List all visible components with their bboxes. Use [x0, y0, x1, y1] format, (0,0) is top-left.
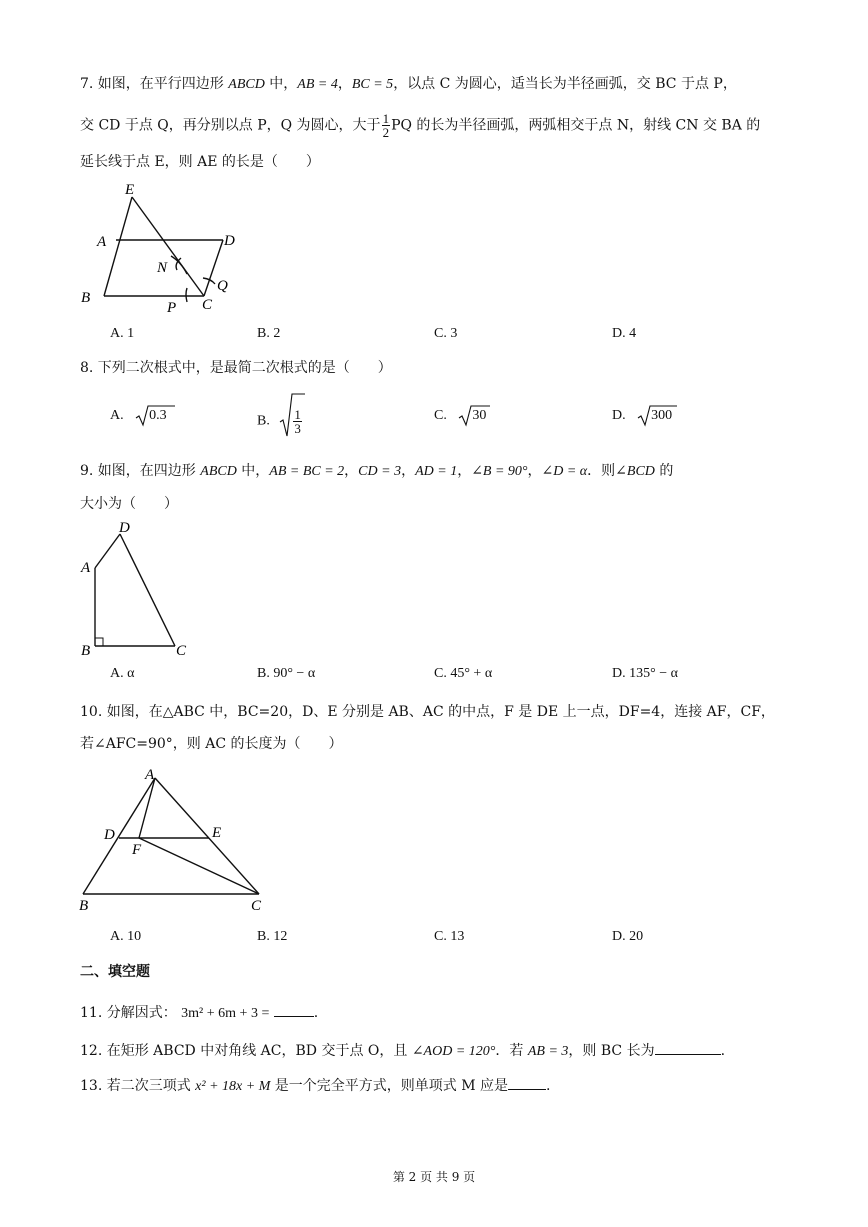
- q8-option-b[interactable]: B. $\frac{1}{3}$: [257, 408, 303, 435]
- sqrt-sign-icon: [135, 404, 175, 428]
- line-FC: [139, 838, 259, 894]
- q9-option-a[interactable]: A. α: [110, 666, 135, 681]
- label-A: A: [81, 560, 91, 576]
- label-B: B: [79, 898, 89, 914]
- q7-option-a[interactable]: A. 1: [110, 326, 135, 341]
- q8-option-a[interactable]: A. 0.3: [110, 408, 167, 424]
- line-EB: [104, 197, 132, 296]
- line-AB: [83, 778, 155, 894]
- q10-option-a[interactable]: A. 10: [110, 929, 142, 944]
- sqrt-sign-icon: [458, 404, 490, 428]
- fraction-one-half: $\frac{1}{2}$: [382, 111, 390, 140]
- label-C: C: [176, 643, 187, 659]
- label-E: E: [125, 182, 135, 198]
- label-F: F: [132, 842, 142, 858]
- q9-line-2: 大小为（ ）: [80, 496, 178, 512]
- q7-figure: [75, 178, 255, 318]
- q13: 13. 若二次三项式 x² + 18x + M 是一个完全平方式，则单项式 M 应是 .: [80, 1075, 551, 1097]
- q9-line-1: 9. 如图，在四边形 ABCD 中，AB = BC = 2，CD = 3，AD = 1，∠B = 90°，∠D = α．则∠BCD 的: [80, 463, 674, 479]
- page-footer: 第 2 页 共 9 页: [392, 1170, 476, 1184]
- sqrt-one-third: $\frac{1}{3}$: [279, 408, 303, 435]
- q10-option-c[interactable]: C. 13: [434, 929, 465, 944]
- q10-option-b[interactable]: B. 12: [257, 929, 288, 944]
- label-E: E: [212, 825, 222, 841]
- q12: 12. 在矩形 ABCD 中对角线 AC，BD 交于点 O，且 ∠AOD = 120°．若 AB = 3，则 BC 长为 .: [80, 1040, 725, 1062]
- sqrt-300: 300: [637, 408, 672, 424]
- arc-P: [186, 288, 187, 302]
- label-Q: Q: [217, 278, 228, 294]
- right-angle-mark: [95, 638, 103, 646]
- label-C: C: [251, 898, 262, 914]
- q9-option-c[interactable]: C. 45° + α: [434, 666, 493, 681]
- line-DC: [120, 534, 175, 646]
- q13-answer-blank[interactable]: [508, 1075, 546, 1090]
- q10-figure: [72, 764, 272, 914]
- sqrt-30: 30: [458, 408, 486, 424]
- q10-line-1: 10. 如图，在△ABC 中，BC=20，D、E 分别是 AB、AC 的中点，F 是 DE 上一点，DF=4，连接 AF，CF，: [80, 704, 775, 720]
- q7-option-c[interactable]: C. 3: [434, 326, 458, 341]
- q8-stem: 8. 下列二次根式中，是最简二次根式的是（ ）: [80, 360, 392, 376]
- sqrt-sign-icon: [279, 392, 305, 438]
- label-A: A: [145, 767, 155, 783]
- line-AD: [95, 534, 120, 568]
- q7-line-2: 交 CD 于点 Q，再分别以点 P，Q 为圆心，大于 $\frac{1}{2}$ PQ 的长为半径画弧，两弧相交于点 N，射线 CN 交 BA 的: [80, 111, 761, 140]
- q10-line-2: 若∠AFC=90°，则 AC 的长度为（ ）: [80, 736, 343, 752]
- label-P: P: [167, 300, 177, 316]
- q7-line-3: 延长线于点 E，则 AE 的长是（ ）: [80, 154, 320, 170]
- q10-option-d[interactable]: D. 20: [612, 929, 644, 944]
- label-D: D: [119, 520, 130, 536]
- sqrt-0.3: 0.3: [135, 408, 167, 424]
- label-D: D: [104, 827, 115, 843]
- q7-option-d[interactable]: D. 4: [612, 326, 637, 341]
- q8-option-c[interactable]: C. 30: [434, 408, 486, 424]
- label-C: C: [202, 297, 213, 313]
- q11-answer-blank[interactable]: [274, 1002, 314, 1017]
- q9-option-d[interactable]: D. 135° − α: [612, 666, 678, 681]
- section-title-fill-in: 二、填空题: [80, 964, 150, 980]
- q7-option-b[interactable]: B. 2: [257, 326, 281, 341]
- line-AC: [155, 778, 259, 894]
- label-B: B: [81, 290, 91, 306]
- q8-option-d[interactable]: D. 300: [612, 408, 672, 424]
- label-N: N: [157, 260, 168, 276]
- label-A: A: [97, 234, 107, 250]
- label-D: D: [224, 233, 235, 249]
- line-AF: [139, 778, 155, 838]
- label-B: B: [81, 643, 91, 659]
- arc-near-N: [171, 256, 187, 274]
- q7-line-1: 7. 如图，在平行四边形 ABCD 中，AB = 4，BC = 5，以点 C 为圆心，适当长为半径画弧，交 BC 于点 P，: [80, 76, 737, 92]
- q9-option-b[interactable]: B. 90° − α: [257, 666, 316, 681]
- sqrt-sign-icon: [637, 404, 677, 428]
- q12-answer-blank[interactable]: [655, 1040, 721, 1055]
- ray-CE: [132, 197, 204, 296]
- q9-figure: [75, 520, 205, 660]
- q11: 11. 分解因式： 3m² + 6m + 3 = .: [80, 1002, 318, 1024]
